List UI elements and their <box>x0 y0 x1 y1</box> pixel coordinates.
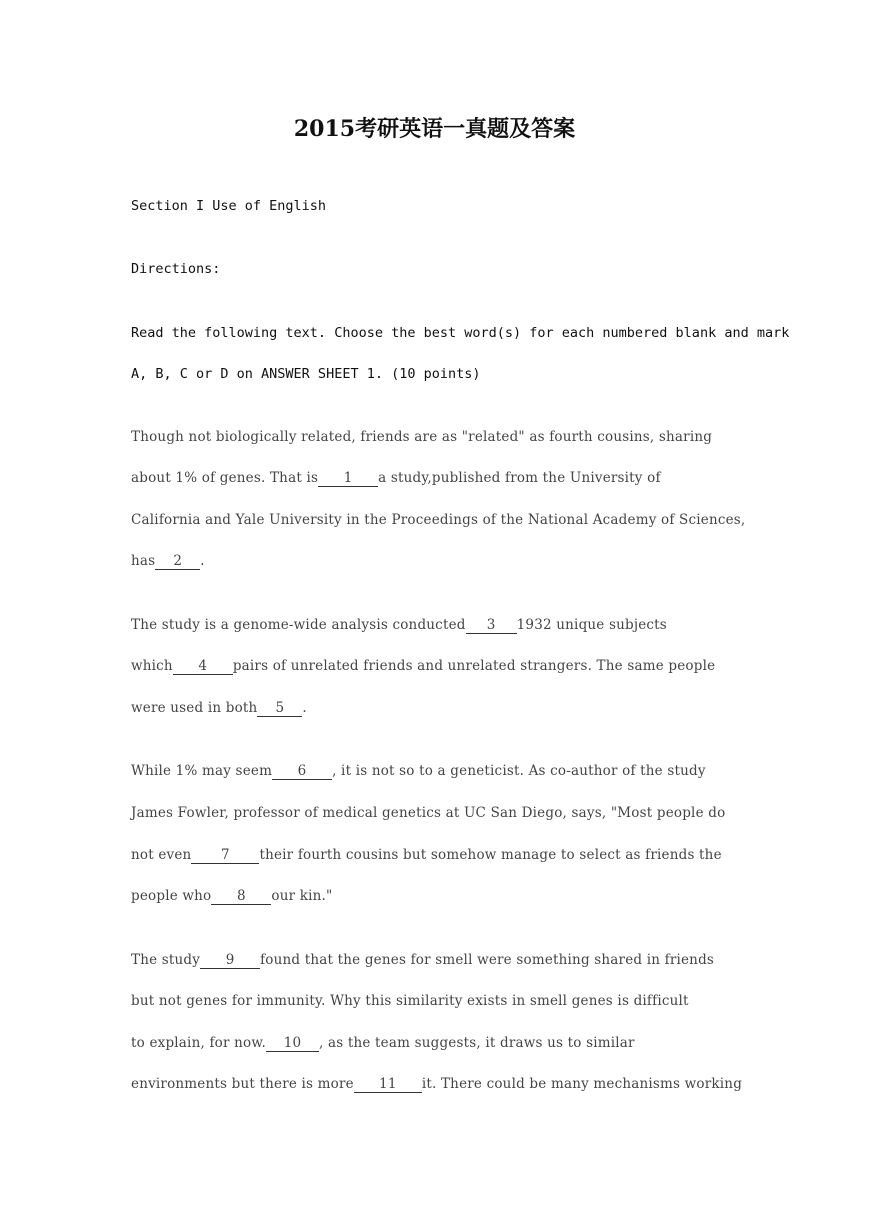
blank-11: 11 <box>354 1076 422 1093</box>
blank-5: 5 <box>257 700 302 717</box>
passage-text: The study <box>131 952 201 968</box>
blank-4: 4 <box>173 658 233 675</box>
blank-2: 2 <box>155 553 200 570</box>
passage-text: were used in both <box>131 700 258 716</box>
passage-line <box>131 761 706 781</box>
passage-text: , as the team suggests, it draws us to similar <box>319 1035 635 1051</box>
passage-text: found that the genes for smell were something shared in friends <box>260 952 715 968</box>
page-title: 2015考研英语一真题及答案 <box>293 116 576 142</box>
passage-line <box>131 468 661 488</box>
passage-line <box>131 950 714 970</box>
passage-line <box>131 1074 742 1094</box>
passage-line <box>131 698 307 718</box>
passage-line: but not genes for immunity. Why this similarity exists in smell genes is difficult <box>131 993 689 1009</box>
passage-text: which <box>131 658 173 674</box>
passage-line: James Fowler, professor of medical genetics at UC San Diego, says, "Most people do <box>131 805 726 821</box>
passage-text: environments but there is more <box>131 1076 354 1092</box>
section-heading: Section I Use of English <box>131 198 327 214</box>
instruction-line-2: A, B, C or D on ANSWER SHEET 1. (10 points) <box>131 366 481 382</box>
passage-line <box>131 615 667 635</box>
passage-text: a study,published from the University of <box>378 470 661 486</box>
passage-text: their fourth cousins but somehow manage to select as friends the <box>259 847 722 863</box>
directions-label: Directions: <box>131 261 221 277</box>
passage-text: , it is not so to a geneticist. As co-author of the study <box>332 763 706 779</box>
passage-text: has <box>131 553 156 569</box>
passage-text: 1932 unique subjects <box>516 617 667 633</box>
passage-line <box>131 1033 635 1053</box>
passage-text: people who <box>131 888 212 904</box>
passage-text: it. There could be many mechanisms working <box>421 1076 743 1092</box>
passage-line: California and Yale University in the Proceedings of the National Academy of Sciences, <box>131 512 746 528</box>
passage-text: . <box>200 553 205 569</box>
blank-9: 9 <box>200 952 260 969</box>
passage-line <box>131 845 722 865</box>
blank-7: 7 <box>191 847 259 864</box>
passage-text: . <box>302 700 307 716</box>
passage-line <box>131 886 332 906</box>
instruction-line-1: Read the following text. Choose the best word(s) for each numbered blank and mark <box>131 325 790 341</box>
passage-line <box>131 656 715 676</box>
blank-3: 3 <box>466 617 517 634</box>
passage-line <box>131 551 205 571</box>
blank-8: 8 <box>211 888 271 905</box>
passage-text: While 1% may seem <box>131 763 273 779</box>
passage-text: The study is a genome-wide analysis conducted <box>131 617 466 633</box>
passage-text: to explain, for now. <box>131 1035 266 1051</box>
passage-text: about 1% of genes. That is <box>131 470 319 486</box>
passage-text: our kin." <box>271 888 333 904</box>
blank-1: 1 <box>318 470 378 487</box>
passage-line: Though not biologically related, friends are as "related" as fourth cousins, sharing <box>131 429 713 445</box>
passage-text: not even <box>131 847 192 863</box>
passage-text: pairs of unrelated friends and unrelated strangers. The same people <box>232 658 716 674</box>
blank-10: 10 <box>266 1035 319 1052</box>
blank-6: 6 <box>272 763 332 780</box>
